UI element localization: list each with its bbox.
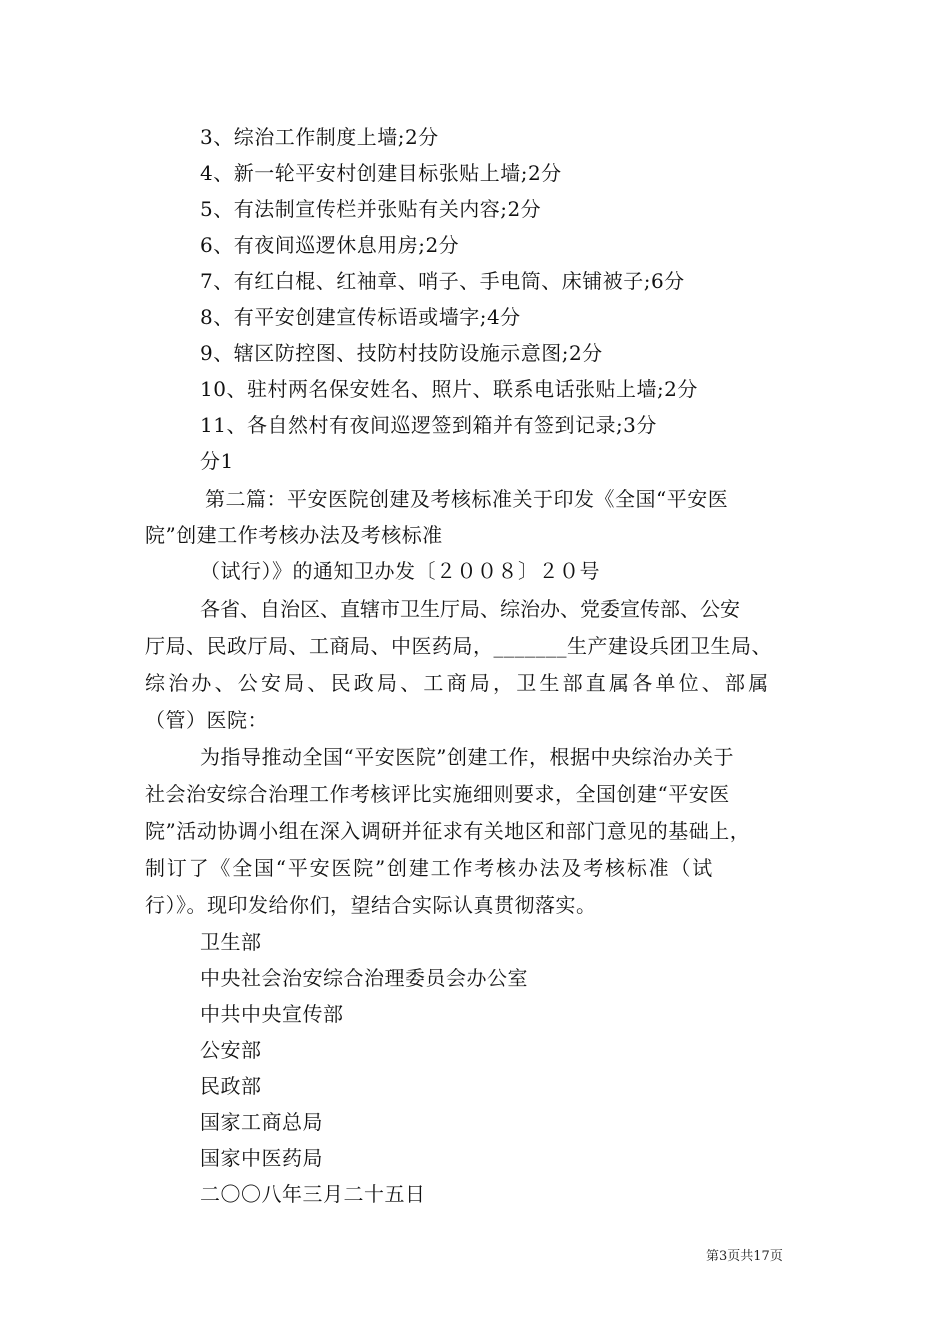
page-number-footer: 第3页共17页 bbox=[706, 1249, 783, 1264]
body-line: 社会治安综合治理工作考核评比实施细则要求，全国创建“平安医 bbox=[145, 782, 730, 806]
list-item: 分1 bbox=[200, 449, 234, 473]
body-line: 院”活动协调小组在深入调研并征求有关地区和部门意见的基础上， bbox=[145, 819, 751, 843]
list-item: 6、有夜间巡逻休息用房;2分 bbox=[200, 233, 460, 257]
list-item: 10、驻村两名保安姓名、照片、联系电话张贴上墙;2分 bbox=[200, 377, 698, 401]
list-item: 7、有红白棍、红袖章、哨子、手电筒、床铺被子;6分 bbox=[200, 269, 685, 293]
body-line: 行）》。现印发给你们，望结合实际认真贯彻落实。 bbox=[145, 893, 597, 917]
body-line: 制订了《全国“平安医院”创建工作考核办法及考核标准（试 bbox=[145, 856, 715, 880]
signatory: 中共中央宣传部 bbox=[200, 1002, 344, 1026]
signatory: 国家中医药局 bbox=[200, 1146, 323, 1170]
section-title-line: 院”创建工作考核办法及考核标准 bbox=[145, 523, 443, 547]
addressee-line: 综治办、公安局、民政局、工商局，卫生部直属各单位、部属 bbox=[145, 671, 772, 695]
notice-number: （试行）》的通知卫办发〔２００８〕２０号 bbox=[200, 559, 600, 583]
signatory: 卫生部 bbox=[200, 930, 262, 954]
addressee-line: 厅局、民政厅局、工商局、中医药局，_______生产建设兵团卫生局、 bbox=[145, 634, 772, 658]
list-item: 11、各自然村有夜间巡逻签到箱并有签到记录;3分 bbox=[200, 413, 657, 437]
signatory: 中央社会治安综合治理委员会办公室 bbox=[200, 966, 528, 990]
list-item: 4、新一轮平安村创建目标张贴上墙;2分 bbox=[200, 161, 562, 185]
body-line: 为指导推动全国“平安医院”创建工作，根据中央综治办关于 bbox=[200, 745, 734, 769]
list-item: 8、有平安创建宣传标语或墙字;4分 bbox=[200, 305, 521, 329]
list-item: 9、辖区防控图、技防村技防设施示意图;2分 bbox=[200, 341, 603, 365]
signatory: 民政部 bbox=[200, 1074, 262, 1098]
section-title-line: 第二篇：平安医院创建及考核标准关于印发《全国“平安医 bbox=[205, 487, 729, 511]
signatory: 公安部 bbox=[200, 1038, 262, 1062]
list-item: 5、有法制宣传栏并张贴有关内容;2分 bbox=[200, 197, 542, 221]
signatory: 国家工商总局 bbox=[200, 1110, 323, 1134]
addressee-line: （管）医院： bbox=[145, 708, 268, 732]
list-item: 3、综治工作制度上墙;2分 bbox=[200, 125, 439, 149]
addressee-line: 各省、自治区、直辖市卫生厅局、综治办、党委宣传部、公安 bbox=[200, 597, 740, 621]
document-date: 二〇〇八年三月二十五日 bbox=[200, 1182, 426, 1206]
